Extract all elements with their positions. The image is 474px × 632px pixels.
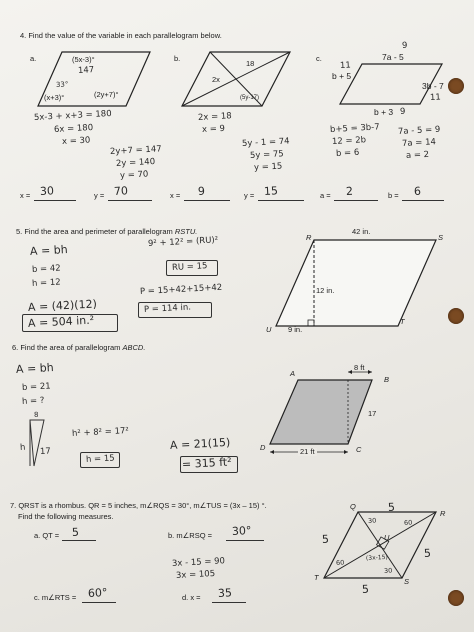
q7-vertex-r: R — [440, 509, 446, 518]
q6-tri-h: h — [19, 442, 26, 453]
q7-subtitle: Find the following measures. — [18, 512, 114, 521]
q7b-answer: 30° — [231, 523, 252, 538]
q4c-b-answer: 6 — [413, 184, 422, 198]
q7c-blank[interactable] — [82, 602, 116, 603]
q7d-answer: 35 — [217, 586, 233, 600]
q7-work-line: 3x - 15 = 90 — [171, 556, 226, 569]
q7-side-hw: 5 — [321, 532, 330, 546]
q6-work-line: A = bh — [15, 361, 54, 376]
q5-vertex-u: U — [266, 325, 272, 334]
q4c-work-line: 7a - 5 = 9 — [397, 124, 441, 137]
q6-work-line: h² + 8² = 17² — [71, 426, 130, 439]
q4c-side-right: 3b - 7 — [422, 81, 444, 91]
q4c-hw-right: 11 — [429, 92, 442, 103]
q4b-work-line: 5y = 75 — [249, 149, 284, 161]
q4a-work-line: 2y+7 = 147 — [109, 144, 162, 157]
q7-angle-3x15: (3x-15) — [365, 553, 388, 562]
q5-vertex-r: R — [306, 233, 312, 242]
q4-title: 4. Find the value of the variable in each parallelogram below. — [20, 31, 222, 40]
q4c-hw-top: 9 — [401, 40, 408, 51]
q7-angle-hw: 60 — [335, 558, 345, 567]
q7-side-hw: 5 — [423, 546, 432, 560]
q4a-x-answer: 30 — [39, 184, 55, 198]
q4c-side-left: b + 5 — [332, 71, 352, 81]
q4c-letter: c. — [316, 54, 322, 63]
q7d-label: d. x = — [182, 593, 201, 602]
q7-vertex-s: S — [404, 577, 410, 586]
q5-work-line: A = (42)(12) — [27, 297, 98, 314]
q4b-seg-5y17: (5y-17) — [240, 95, 260, 101]
q4a-work-line: 6x = 180 — [53, 122, 94, 135]
q7-work-line: 3x = 105 — [175, 568, 216, 581]
q4b-letter: b. — [174, 54, 181, 63]
q4c-hw-left: 11 — [339, 60, 352, 71]
q7-side-hw: 5 — [361, 582, 370, 596]
q5-vertex-t: T — [400, 317, 405, 326]
q4c-a-label: a = — [320, 191, 331, 200]
q4b-x-label: x = — [170, 191, 181, 200]
q7-title: 7. QRST is a rhombus. QR = 5 inches, m∠RQS = 30°, m∠TUS = (3x – 15) °. — [10, 501, 267, 510]
q4c-work-line: b = 6 — [335, 147, 360, 159]
q4b-work-line: 2x = 18 — [197, 111, 232, 123]
q7b-label: b. m∠RSQ = — [168, 531, 213, 540]
q7a-blank[interactable] — [62, 540, 96, 541]
q6-work-line: A = 21(15) — [169, 435, 231, 452]
q6-work-line: h = ? — [21, 395, 45, 407]
q5-height: 12 in. — [316, 286, 335, 295]
q7a-answer: 5 — [71, 525, 80, 539]
q4b-work-line: y = 15 — [253, 161, 283, 173]
q4a-work-line: 2y = 140 — [115, 156, 156, 169]
q4a-hw-147: 147 — [77, 65, 95, 76]
q4a-hw-33: 33° — [55, 80, 69, 89]
q7-vertex-t: T — [314, 573, 319, 582]
q7-vertex-q: Q — [350, 502, 356, 511]
q6-vertex-d: D — [260, 443, 266, 452]
q7-angle-hw: 30 — [383, 566, 393, 575]
q6-tri-8: 8 — [33, 410, 39, 419]
q5-work-line: 9² + 12² = (RU)² — [147, 235, 219, 249]
q5-work-line: h = 12 — [31, 277, 61, 289]
q4a-angle-top: (5x-3)° — [72, 55, 95, 64]
q4c-work-line: 12 = 2b — [331, 135, 367, 147]
q4b-x-answer: 9 — [197, 184, 206, 198]
q4b-work-line: 5y - 1 = 74 — [241, 136, 290, 149]
q7c-label: c. m∠RTS = — [34, 593, 77, 602]
q6-vertex-b: B — [384, 375, 390, 384]
q5-area-answer: A = 504 in.² — [27, 313, 95, 330]
q5-perimeter-answer: P = 114 in. — [143, 302, 192, 315]
q7-vertex-u: U — [384, 533, 390, 542]
q4a-y-label: y = — [94, 191, 105, 200]
q5-work-line: P = 15+42+15+42 — [139, 282, 223, 297]
q7c-answer: 60° — [87, 585, 108, 600]
q4b-seg-18: 18 — [246, 59, 255, 68]
q5-work-line: A = bh — [29, 243, 68, 258]
q7d-blank[interactable] — [212, 602, 246, 603]
q4c-hw-bottom: 9 — [399, 106, 406, 117]
q7b-blank[interactable] — [226, 540, 264, 541]
q4c-work-line: a = 2 — [405, 149, 430, 161]
q5-title: 5. Find the area and perimeter of parallelogram RSTU. — [16, 227, 198, 236]
q4c-side-bottom: b + 3 — [374, 107, 394, 117]
q4c-side-top: 7a - 5 — [382, 52, 404, 62]
q5-base-piece: 9 in. — [288, 325, 303, 334]
q6-vertex-a: A — [290, 369, 296, 378]
q5-work-line: b = 42 — [31, 263, 61, 275]
q6-top-piece: 8 ft — [354, 363, 365, 372]
q6-base: 21 ft — [300, 447, 315, 456]
q4a-work-line: y = 70 — [119, 169, 149, 181]
q4c-work-line: b+5 = 3b-7 — [329, 122, 380, 135]
q4b-seg-2x: 2x — [212, 75, 220, 84]
q6-work-line: b = 21 — [21, 381, 51, 393]
q6-title: 6. Find the area of parallelogram ABCD. — [12, 343, 146, 352]
q4a-letter: a. — [30, 54, 37, 63]
q4a-angle-right: (2y+7)° — [94, 90, 119, 99]
q4b-y-answer: 15 — [263, 184, 279, 198]
q5-top-side: 42 in. — [352, 227, 371, 236]
q7-angle-hw: 60 — [403, 518, 413, 527]
q6-area-answer: = 315 ft² — [181, 455, 232, 471]
q4c-b-label: b = — [388, 191, 399, 200]
q6-vertex-c: C — [356, 445, 362, 454]
q4c-work-line: 7a = 14 — [401, 137, 437, 149]
q6-h-answer: h = 15 — [85, 453, 115, 465]
q7a-label: a. QT = — [34, 531, 60, 540]
q4a-y-answer: 70 — [113, 184, 129, 198]
q6-tri-17: 17 — [39, 446, 52, 457]
q5-vertex-s: S — [438, 233, 444, 242]
q4b-work-line: x = 9 — [201, 123, 226, 135]
q4c-a-answer: 2 — [345, 184, 354, 198]
q4a-work-line: x = 30 — [61, 135, 91, 147]
q4a-work-line: 5x-3 + x+3 = 180 — [33, 108, 112, 123]
q7-angle-hw: 30 — [367, 516, 377, 525]
q5-ru-answer: RU = 15 — [171, 261, 208, 273]
q7-side-hw: 5 — [387, 500, 396, 514]
q6-height: 17 — [368, 409, 377, 418]
q4b-y-label: y = — [244, 191, 255, 200]
q4a-x-label: x = — [20, 191, 31, 200]
q4a-angle-left: (x+3)° — [44, 93, 65, 102]
